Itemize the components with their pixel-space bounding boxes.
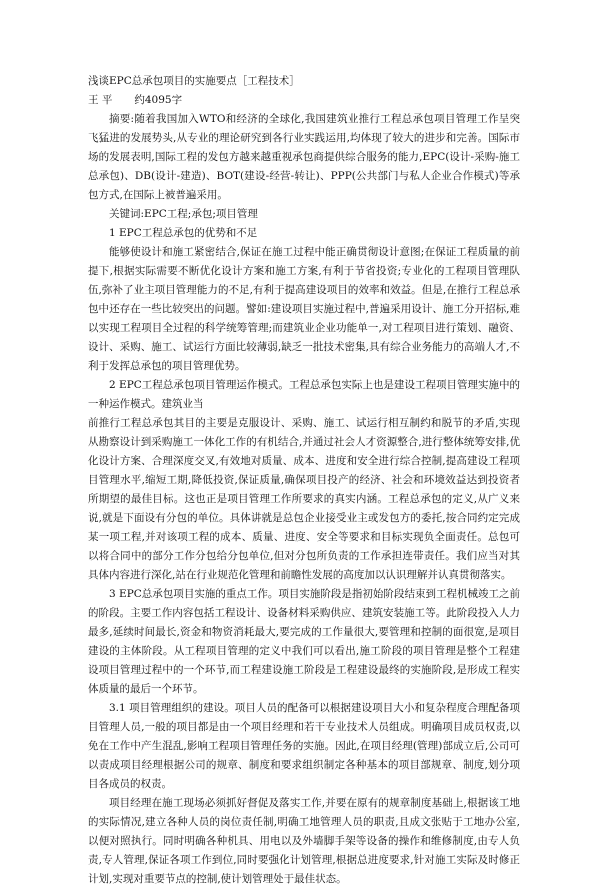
section-2-heading: 2 EPC工程总承包项目管理运作模式。工程总承包实际上也是建设工程项目管理实施中的一种运作模式。建筑业当 — [88, 379, 520, 410]
section-3-1-body: 项目人员的配备可以根据建设项目大小和复杂程度合理配备项目管理人员,一般的项目都是由一个项目经理和若干专业技术人员组成。明确项目成员权责,以免在工作中产生混乱,影响工程项目管理任务的实施。因此,在项目经理(管理)部成立后,公司可以责成项目经理根据公司的规章、制度和要求组织制定各种基本的项目部规章、制度,划分项目各成员的权责。 — [88, 702, 520, 790]
section-3-heading: 3 EPC总承包项目实施的重点工作。 — [109, 588, 279, 600]
section-3-1-body-2: 项目经理在施工现场必须抓好督促及落实工作,并要在原有的规章制度基础上,根据该工地的实际情况,建立各种人员的岗位责任制,明确工地管理人员的职责,且成文张贴于工地办公室,以便对照执行。同时明确各种机具、用电以及外墙脚手架等设备的操作和维修制度,由专人负责,专人管理,保证各项工作到位,同时要强化计划管理,根据总进度要求,针对施工实际及时修正计划,实现对重要节点的控制,使计划管理处于最佳状态。 — [88, 797, 520, 885]
section-3-body: 项目实施阶段是指初始阶段结束到工程机械竣工之前的阶段。主要工作内容包括工程设计、设备材料采购供应、建筑安装施工等。此阶段投入人力最多,延续时间最长,资金和物资消耗最大,要完成的工作量很大,要管理和控制的面很宽,是项目建设的主体阶段。从工程项目管理的定义中我们可以看出,施工阶段的项目管理是整个工程建设项目管理过程中的一个环节,而工程建设施工阶段是工程建设最终的实施阶段,是形成工程实体质量的最后一个环节。 — [88, 588, 521, 695]
author-name: 王 平 — [88, 94, 113, 106]
word-count: 约4095字 — [134, 94, 183, 106]
author-line — [88, 91, 520, 110]
section-1-body: 能够使设计和施工紧密结合,保证在施工过程中能正确贯彻设计意图;在保证工程质量的前提下,根据实际需要不断优化设计方案和施工方案,有利于节省投资;专业化的工程项目管理队伍,弥补了业主项目管理能力的不足,有利于提高建设项目的效率和效益。但是,在推行工程总承包中还存在一些比较突出的问题。譬如:建设项目实施过程中,普遍采用设计、施工分开招标,难以实现工程项目全过程的科学统筹管理;而建筑业企业功能单一,对工程项目进行策划、融资、设计、采购、施工、试运行方面比较薄弱,缺乏一批技术密集,具有综合业务能力的高端人才,不利于发挥总承包的项目管理优势。 — [88, 246, 520, 372]
section-1-heading: 1 EPC工程总承包的优势和不足 — [109, 227, 258, 239]
article — [88, 72, 520, 889]
abstract: 摘要:随着我国加入WTO和经济的全球化,我国建筑业推行工程总承包项目管理工作呈突飞猛进的发展势头,从专业的理论研究到各行业实践运用,均体现了较大的进步和完善。国际市场的发展表明,国际工程的发包方越来越重视承包商提供综合服务的能力,EPC(设计-采购-施工总承包)、DB(设计-建造)、BOT(建设-经营-转让)、PPP(公共部门与私人企业合作模式)等承包方式,在国际上被普遍采用。 — [88, 113, 520, 201]
keywords: 关键词:EPC工程;承包;项目管理 — [109, 208, 258, 220]
article-title: 浅谈EPC总承包项目的实施要点［工程技术］ — [88, 75, 300, 87]
section-2-body: 前推行工程总承包其目的主要是克服设计、采购、施工、试运行相互制约和脱节的矛盾,实现从勘察设计到采购施工一体化工作的有机结合,并通过社会人才资源整合,进行整体统筹安排,优化设计方案、合理深度交叉,有效地对质量、成本、进度和安全进行综合控制,提高建设工程项目管理水平,缩短工期,降低投资,保证质量,确保项目投产的经济、社会和环境效益达到投资者所期望的最佳目标。这也正是项目管理工作所要求的真实内涵。工程总承包的定义,从广义来说,就是下面设有分包的单位。具体讲就是总包企业接受业主或发包方的委托,按合同约定完成某一项工程,并对该项工程的成本、质量、进度、安全等要求和目标实现负全面责任。总包可以将合同中的部分工作分包给分包单位,但对分包所负责的工作承担连带责任。我们应当对其具体内容进行深化,站在行业规范化管理和前瞻性发展的高度加以认识理解并认真贯彻落实。 — [88, 417, 520, 581]
section-3-paragraph — [88, 585, 520, 699]
section-3-1-heading: 3.1 项目管理组织的建设。 — [109, 702, 235, 714]
section-3-1-paragraph — [88, 699, 520, 794]
